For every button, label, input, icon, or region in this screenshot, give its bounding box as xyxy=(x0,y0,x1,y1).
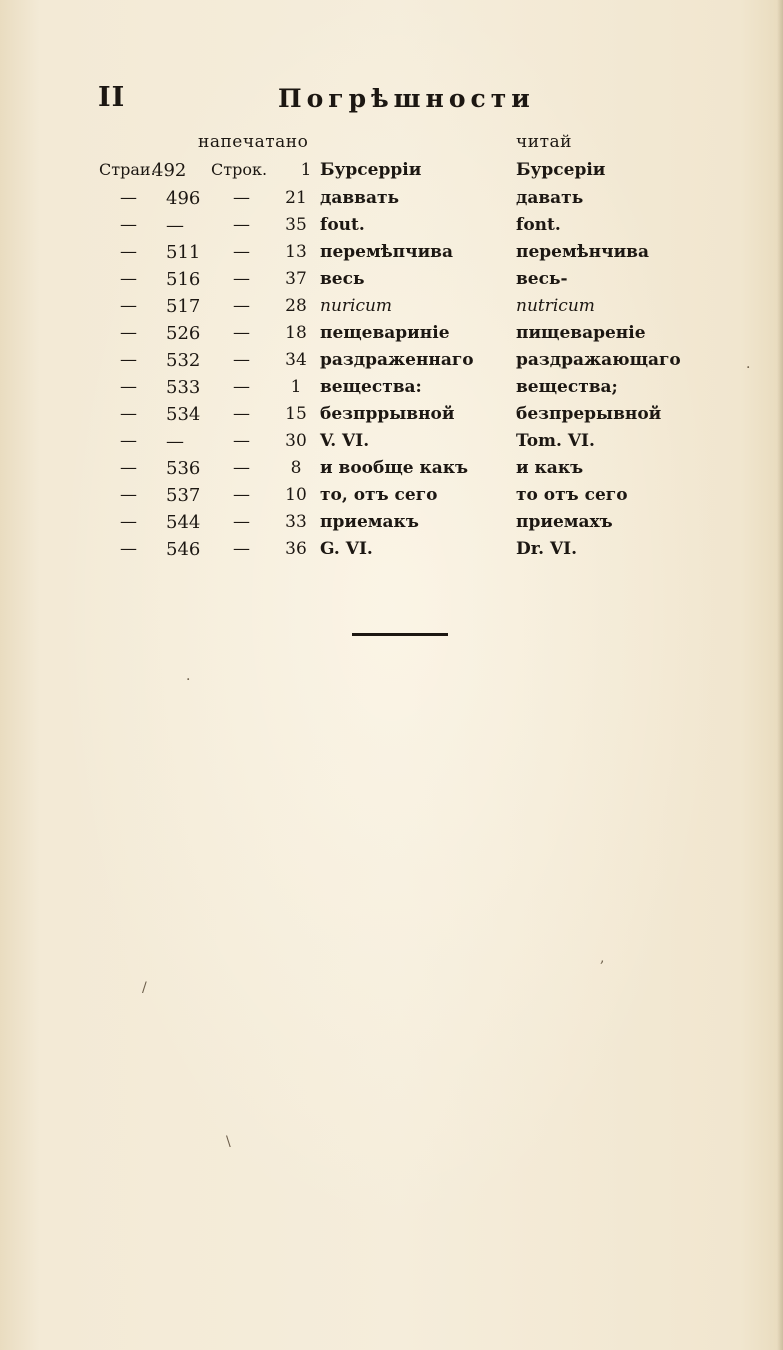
page-dash: — xyxy=(120,539,137,559)
line-value: 36 xyxy=(285,539,307,559)
line-value: 1 xyxy=(290,377,302,397)
closing-rule xyxy=(352,633,448,636)
printed-text: даввать xyxy=(320,188,400,208)
printed-text: nuricum xyxy=(320,296,393,316)
page-dash: — xyxy=(120,296,137,316)
corrected-text: то отъ сего xyxy=(516,485,628,505)
page-value: 517 xyxy=(166,296,201,317)
page-value: 496 xyxy=(166,188,201,209)
page-value: 534 xyxy=(166,404,201,425)
corrected-text: давать xyxy=(516,188,584,208)
page-dash: — xyxy=(120,350,137,370)
page-dash: — xyxy=(120,458,137,478)
corrected-text: приемахъ xyxy=(516,512,613,532)
page-dash: — xyxy=(120,215,137,235)
printed-text: весь xyxy=(320,269,365,289)
column-label-read: читай xyxy=(516,132,572,152)
corrected-text: вещества; xyxy=(516,377,618,397)
page-number: II xyxy=(98,82,126,113)
corrected-text: перемѣнчива xyxy=(516,242,650,262)
line-value: 10 xyxy=(285,485,307,505)
line-label: Строк. xyxy=(211,160,268,179)
page-value: 537 xyxy=(166,485,201,506)
printed-text: и вообще какъ xyxy=(320,458,469,478)
line-value: 15 xyxy=(285,404,307,424)
printed-text: безпррывной xyxy=(320,404,455,424)
printed-text: Бурсерріи xyxy=(320,160,422,180)
speck: \ xyxy=(226,1134,231,1150)
page-dash: — xyxy=(120,242,137,262)
line-value: 34 xyxy=(285,350,307,370)
printed-text: fout. xyxy=(320,215,365,235)
speck: , xyxy=(600,950,605,966)
line-value: 33 xyxy=(285,512,307,532)
errata-row xyxy=(0,458,783,484)
speck: · xyxy=(186,672,191,688)
page-dash: — xyxy=(120,404,137,424)
line-value: 8 xyxy=(290,458,302,478)
page-value: 544 xyxy=(166,512,201,533)
errata-row xyxy=(0,269,783,295)
corrected-text: раздражающаго xyxy=(516,350,681,370)
errata-row xyxy=(0,296,783,322)
column-label-printed: напечатано xyxy=(198,132,309,152)
page-value: 526 xyxy=(166,323,201,344)
page-dash: — xyxy=(120,485,137,505)
errata-row xyxy=(0,350,783,376)
line-dash: — xyxy=(233,458,250,478)
page-dash: — xyxy=(120,269,137,289)
corrected-text: font. xyxy=(516,215,561,235)
line-dash: — xyxy=(233,350,250,370)
line-dash: — xyxy=(233,485,250,505)
errata-row xyxy=(0,512,783,538)
page-dash: — xyxy=(120,377,137,397)
line-dash: — xyxy=(233,539,250,559)
corrected-text: пищевареніе xyxy=(516,323,646,343)
page-value: 546 xyxy=(166,539,201,560)
errata-row xyxy=(0,215,783,241)
line-dash: — xyxy=(233,377,250,397)
page-value: 532 xyxy=(166,350,201,371)
line-value: 13 xyxy=(285,242,307,262)
page-dash: — xyxy=(120,512,137,532)
speck: · xyxy=(746,360,751,376)
printed-text: вещества: xyxy=(320,377,422,397)
errata-row xyxy=(0,242,783,268)
page-value: — xyxy=(166,215,184,236)
page-dash: — xyxy=(120,323,137,343)
line-value: 1 xyxy=(300,160,312,180)
line-value: 30 xyxy=(285,431,307,451)
line-dash: — xyxy=(233,512,250,532)
printed-text: G. VI. xyxy=(320,539,373,559)
line-dash: — xyxy=(233,215,250,235)
line-value: 21 xyxy=(285,188,307,208)
page-value: 511 xyxy=(166,242,201,263)
printed-text: приемакъ xyxy=(320,512,419,532)
line-dash: — xyxy=(233,269,250,289)
printed-text: пещевариніе xyxy=(320,323,450,343)
page-value: 492 xyxy=(152,160,187,181)
page-value: — xyxy=(166,431,184,452)
printed-text: раздраженнаго xyxy=(320,350,474,370)
errata-row xyxy=(0,377,783,403)
corrected-text: и какъ xyxy=(516,458,584,478)
line-dash: — xyxy=(233,242,250,262)
line-value: 28 xyxy=(285,296,307,316)
corrected-text: безпрерывной xyxy=(516,404,662,424)
page-value: 516 xyxy=(166,269,201,290)
errata-row xyxy=(0,539,783,565)
errata-row xyxy=(0,485,783,511)
corrected-text: Tom. VI. xyxy=(516,431,595,451)
errata-row xyxy=(0,323,783,349)
line-dash: — xyxy=(233,323,250,343)
errata-row xyxy=(0,188,783,214)
line-dash: — xyxy=(233,404,250,424)
line-value: 37 xyxy=(285,269,307,289)
corrected-text: весь- xyxy=(516,269,568,289)
errata-row xyxy=(0,431,783,457)
line-dash: — xyxy=(233,296,250,316)
speck: / xyxy=(142,980,147,996)
corrected-text: Бурсеріи xyxy=(516,160,606,180)
corrected-text: nutricum xyxy=(516,296,595,316)
page-dash: — xyxy=(120,188,137,208)
line-dash: — xyxy=(233,431,250,451)
errata-row xyxy=(0,160,783,186)
printed-text: то, отъ сего xyxy=(320,485,438,505)
page-value: 533 xyxy=(166,377,201,398)
page-title: Погрѣшности xyxy=(278,84,535,113)
line-value: 18 xyxy=(285,323,307,343)
errata-row xyxy=(0,404,783,430)
line-value: 35 xyxy=(285,215,307,235)
line-dash: — xyxy=(233,188,250,208)
page-label: Страи. xyxy=(99,160,156,179)
page-value: 536 xyxy=(166,458,201,479)
page-dash: — xyxy=(120,431,137,451)
printed-text: перемѣпчива xyxy=(320,242,454,262)
corrected-text: Dr. VI. xyxy=(516,539,578,559)
printed-text: V. VI. xyxy=(320,431,370,451)
